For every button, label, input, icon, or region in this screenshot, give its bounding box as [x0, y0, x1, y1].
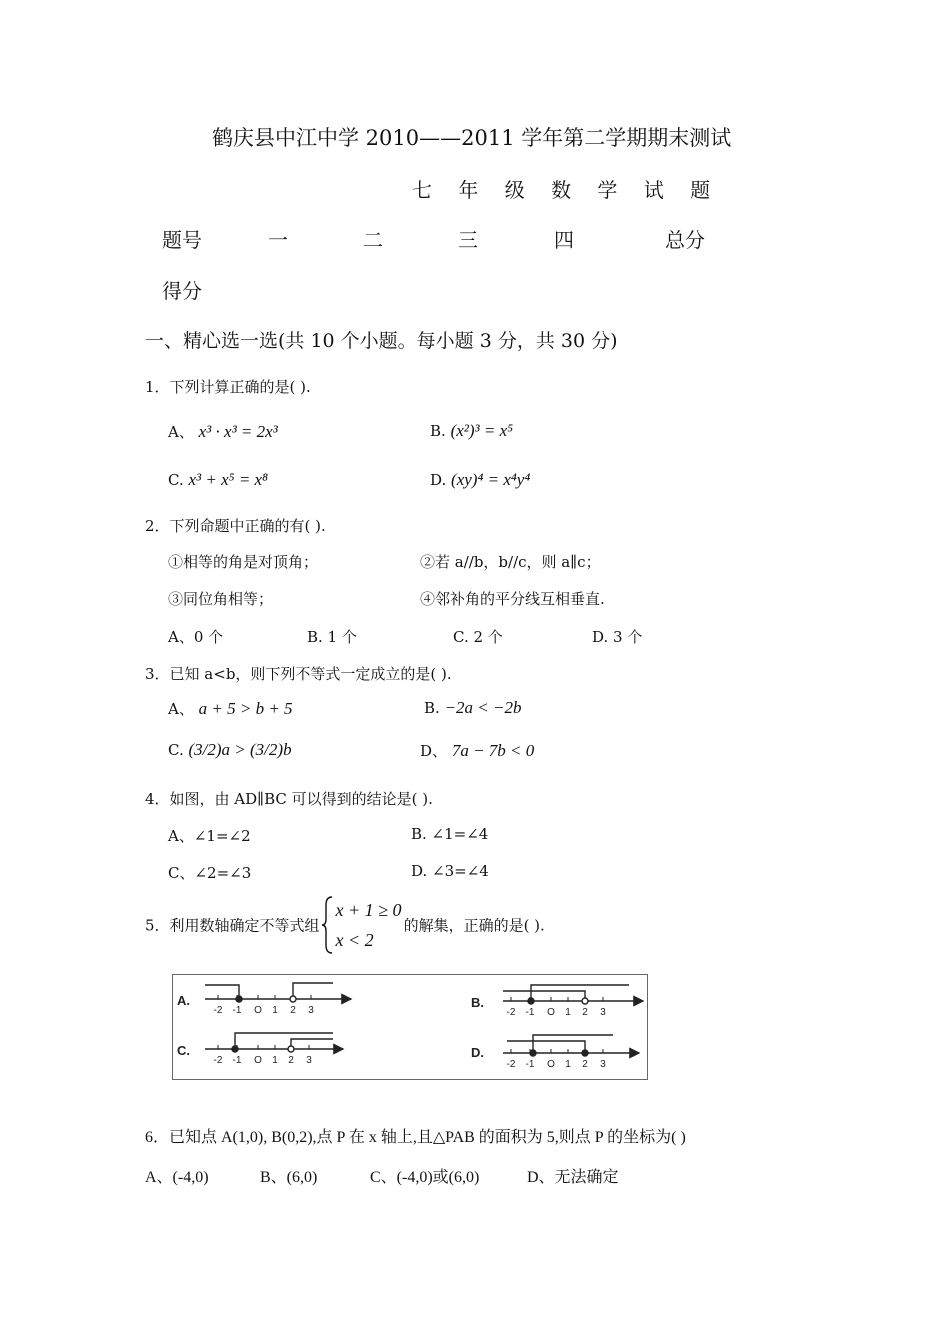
score-col-2: 二: [363, 228, 383, 252]
c-tick-neg2: -2: [213, 1055, 223, 1066]
q1-option-a-expr: x³ · x³ = 2x³: [198, 422, 278, 441]
c-tick-2: 2: [288, 1055, 294, 1066]
q1-option-d-label: D.: [430, 471, 447, 489]
q3-option-a-expr: a + 5 > b + 5: [198, 699, 293, 718]
number-line-diagram: [173, 975, 647, 1079]
inequality-1: x + 1 ≥ 0: [335, 900, 402, 920]
q4-option-b: B. ∠1=∠4: [411, 825, 489, 843]
q4-option-a: A、∠1=∠2: [168, 827, 251, 845]
question-5-stem: [145, 895, 545, 955]
question-2-stem: 2．下列命题中正确的有( ).: [145, 517, 326, 535]
q1-option-d: [430, 470, 530, 490]
q1-option-b: [430, 421, 513, 441]
question-1-stem: 1．下列计算正确的是( ).: [145, 378, 311, 396]
q3-option-c: [168, 740, 292, 760]
q4-option-c: C、∠2=∠3: [168, 864, 252, 882]
score-header-label: 题号: [162, 228, 202, 252]
q6-option-c: C、(-4,0)或(6,0): [370, 1169, 480, 1186]
d-tick-1: 1: [565, 1059, 571, 1070]
q3-option-c-expr: (3/2)a > (3/2)b: [188, 740, 292, 759]
q3-option-b-expr: −2a < −2b: [444, 698, 522, 717]
q5-stem-prefix: 5．利用数轴确定不等式组: [145, 916, 320, 935]
q6-option-a: A、(-4,0): [145, 1169, 209, 1186]
a-tick-neg1: -1: [232, 1005, 242, 1016]
label-a: A.: [177, 993, 190, 1008]
score-col-1: 一: [268, 228, 288, 252]
number-line-d: [503, 1035, 639, 1056]
q3-option-d: [420, 740, 534, 761]
question-4-stem: 4．如图，由 AD∥BC 可以得到的结论是( ).: [145, 790, 433, 808]
q2-option-a: A、0 个: [168, 628, 224, 646]
c-tick-1: 1: [272, 1055, 278, 1066]
d-tick-origin: O: [547, 1059, 555, 1070]
question-6-stem: 6．已知点 A(1,0), B(0,2),点 P 在 x 轴上,且△PAB 的面积为 5,则点 P 的坐标为( ): [145, 1129, 686, 1146]
q3-option-d-expr: 7a − 7b < 0: [451, 741, 535, 760]
q3-option-b: [424, 698, 522, 718]
number-line-figure: [172, 974, 648, 1080]
score-col-total: 总分: [665, 228, 705, 252]
number-line-a: [205, 983, 351, 1002]
score-row-label: 得分: [162, 279, 202, 303]
exam-subtitle: 七 年 级 数 学 试 题: [412, 178, 721, 202]
number-line-c: [205, 1033, 343, 1052]
q1-option-a: [168, 421, 278, 442]
label-d: D.: [471, 1045, 484, 1060]
exam-title: 鹤庆县中江中学 2010——2011 学年第二学期期末测试: [212, 126, 732, 150]
d-tick-2: 2: [582, 1059, 588, 1070]
q6-option-b: B、(6,0): [260, 1169, 318, 1186]
label-b: B.: [471, 995, 484, 1010]
c-tick-neg1: -1: [232, 1055, 242, 1066]
q2-option-d: D. 3 个: [592, 628, 643, 646]
a-tick-1: 1: [272, 1005, 278, 1016]
a-tick-neg2: -2: [213, 1005, 223, 1016]
score-col-4: 四: [554, 228, 574, 252]
q1-option-c: [168, 470, 268, 490]
question-3-stem: 3．已知 a<b，则下列不等式一定成立的是( ).: [145, 665, 452, 683]
q1-option-b-expr: (x²)³ = x⁵: [450, 421, 514, 440]
q1-option-c-expr: x³ + x⁵ = x⁸: [188, 470, 268, 489]
score-col-3: 三: [458, 228, 478, 252]
a-tick-3: 3: [308, 1005, 314, 1016]
b-tick-1: 1: [565, 1007, 571, 1018]
q2-statement-4: ④邻补角的平分线互相垂直.: [420, 590, 605, 608]
a-tick-2: 2: [290, 1005, 296, 1016]
number-line-b: [503, 985, 643, 1004]
q2-statement-3: ③同位角相等；: [168, 590, 274, 608]
q5-stem-suffix: 的解集，正确的是( ).: [403, 916, 545, 935]
c-tick-3: 3: [306, 1055, 312, 1066]
d-tick-3: 3: [600, 1059, 606, 1070]
label-c: C.: [177, 1043, 190, 1058]
b-tick-3: 3: [600, 1007, 606, 1018]
q3-option-c-label: C.: [168, 741, 184, 759]
q1-option-c-label: C.: [168, 471, 184, 489]
q2-statement-1: ①相等的角是对顶角；: [168, 553, 319, 571]
q6-option-d: D、无法确定: [527, 1169, 619, 1186]
q3-option-b-label: B.: [424, 699, 440, 717]
inequality-2: x < 2: [335, 930, 374, 950]
q2-option-b: B. 1 个: [307, 628, 357, 646]
q3-option-d-label: D、: [420, 742, 448, 760]
b-tick-2: 2: [582, 1007, 588, 1018]
q3-option-a: [168, 698, 293, 719]
q2-statement-2: ②若 a//b，b//c，则 a∥c；: [420, 553, 601, 571]
q2-option-c: C. 2 个: [453, 628, 503, 646]
d-tick-neg1: -1: [525, 1059, 535, 1070]
b-tick-neg2: -2: [506, 1007, 516, 1018]
q1-option-a-label: A、: [168, 423, 194, 441]
a-tick-origin: O: [254, 1005, 262, 1016]
brace-icon: [322, 895, 334, 955]
b-tick-origin: O: [547, 1007, 555, 1018]
section-heading: 一、精心选一选(共 10 个小题。每小题 3 分，共 30 分): [145, 330, 618, 352]
q1-option-b-label: B.: [430, 422, 446, 440]
q4-option-d: D. ∠3=∠4: [411, 862, 489, 880]
q3-option-a-label: A、: [168, 700, 194, 718]
c-tick-origin: O: [254, 1055, 262, 1066]
q1-option-d-expr: (xy)⁴ = x⁴y⁴: [451, 470, 531, 489]
d-tick-neg2: -2: [506, 1059, 516, 1070]
inequality-system: [322, 895, 402, 955]
b-tick-neg1: -1: [525, 1007, 535, 1018]
